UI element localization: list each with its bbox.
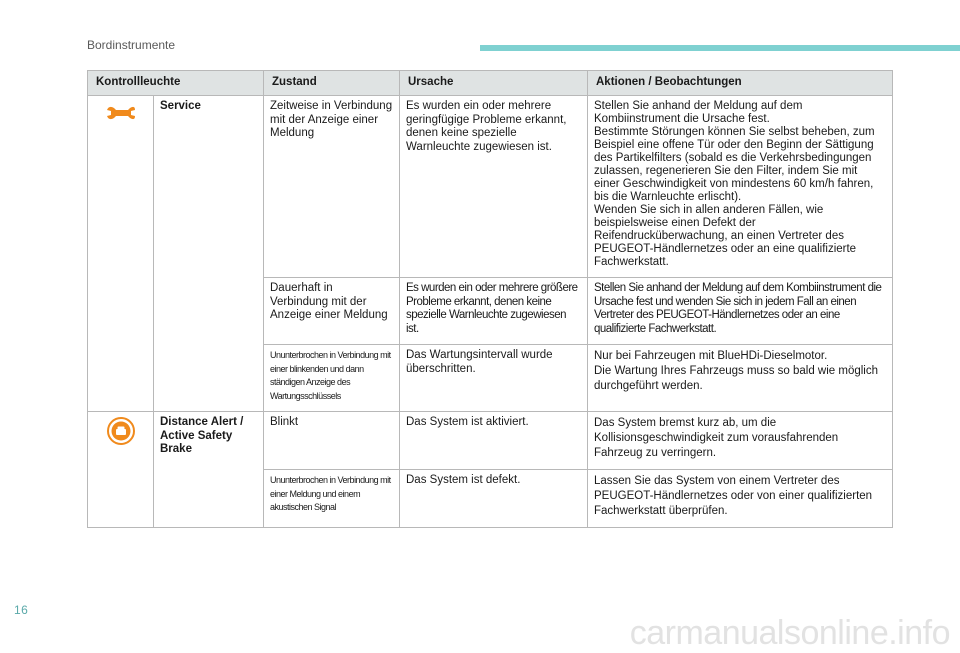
state-cell: Ununterbrochen in Verbindung mit einer blinkenden und dann ständigen Anzeige des Wartungsschlüssels [264,345,400,412]
column-header-action: Aktionen / Beobachtungen [588,71,893,96]
state-cell: Ununterbrochen in Verbindung mit einer Meldung und einem akustischen Signal [264,470,400,528]
action-cell: Stellen Sie anhand der Meldung auf dem Kombiinstrument die Ursache fest. Bestimmte Störungen können Sie selbst beheben, zum Beispiel eine offene Tür oder den Beginn der Sättigung des Partikelfilters (sobald es die Verkehrsbedingungen zulassen, regenerieren Sie den Filter, indem Sie mit einer Geschwindigkeit von mindestens 60 km/h fahren, bis die Warnleuchte erlischt). Wenden Sie sich in allen anderen Fällen, wie beispielsweise einen Defekt der Reifendrucküberwachung, an einen Vertreter des PEUGEOT-Händlernetzes oder an eine qualifizierte Fachwerkstatt. [588,96,893,278]
cause-cell: Es wurden ein oder mehrere geringfügige Probleme erkannt, denen keine spezielle Warnleuchte zugewiesen ist. [400,96,588,278]
action-cell: Das System bremst kurz ab, um die Kollisionsgeschwindigkeit zum vorausfahrenden Fahrzeug zu verringern. [588,412,893,470]
column-header-state: Zustand [264,71,400,96]
column-header-lamp: Kontrollleuchte [88,71,264,96]
column-header-cause: Ursache [400,71,588,96]
warning-lamps-table [87,70,893,528]
distance-alert-icon-cell [88,412,154,528]
brake-icon [106,416,136,446]
state-cell: Dauerhaft in Verbindung mit der Anzeige einer Meldung [264,278,400,345]
section-accent-bar [480,45,960,51]
section-title: Bordinstrumente [87,38,176,52]
action-cell: Lassen Sie das System von einem Vertreter des PEUGEOT-Händlernetzes oder von einer qualifizierten Fachwerkstatt überprüfen. [588,470,893,528]
cause-cell: Es wurden ein oder mehrere größere Probleme erkannt, denen keine spezielle Warnleuchte zugewiesen ist. [400,278,588,345]
table-row [88,96,893,278]
service-lamp-icon-cell [88,96,154,412]
state-cell: Zeitweise in Verbindung mit der Anzeige einer Meldung [264,96,400,278]
state-cell: Blinkt [264,412,400,470]
cause-cell: Das System ist aktiviert. [400,412,588,470]
page-number: 16 [14,603,29,617]
lamp-name: Distance Alert / Active Safety Brake [154,412,264,528]
watermark: carmanualsonline.info [629,614,950,652]
action-cell: Nur bei Fahrzeugen mit BlueHDi-Dieselmotor. Die Wartung Ihres Fahrzeugs muss so bald wie möglich durchgeführt werden. [588,345,893,412]
table-header-row [88,71,893,96]
cause-cell: Das Wartungsintervall wurde überschritten. [400,345,588,412]
action-cell: Stellen Sie anhand der Meldung auf dem Kombiinstrument die Ursache fest und wenden Sie sich in jedem Fall an einen Vertreter des PEUGEOT-Händlernetzes oder an eine qualifizierte Fachwerkstatt. [588,278,893,345]
lamp-name: Service [154,96,264,412]
cause-cell: Das System ist defekt. [400,470,588,528]
wrench-icon [104,100,138,126]
table-row [88,412,893,470]
